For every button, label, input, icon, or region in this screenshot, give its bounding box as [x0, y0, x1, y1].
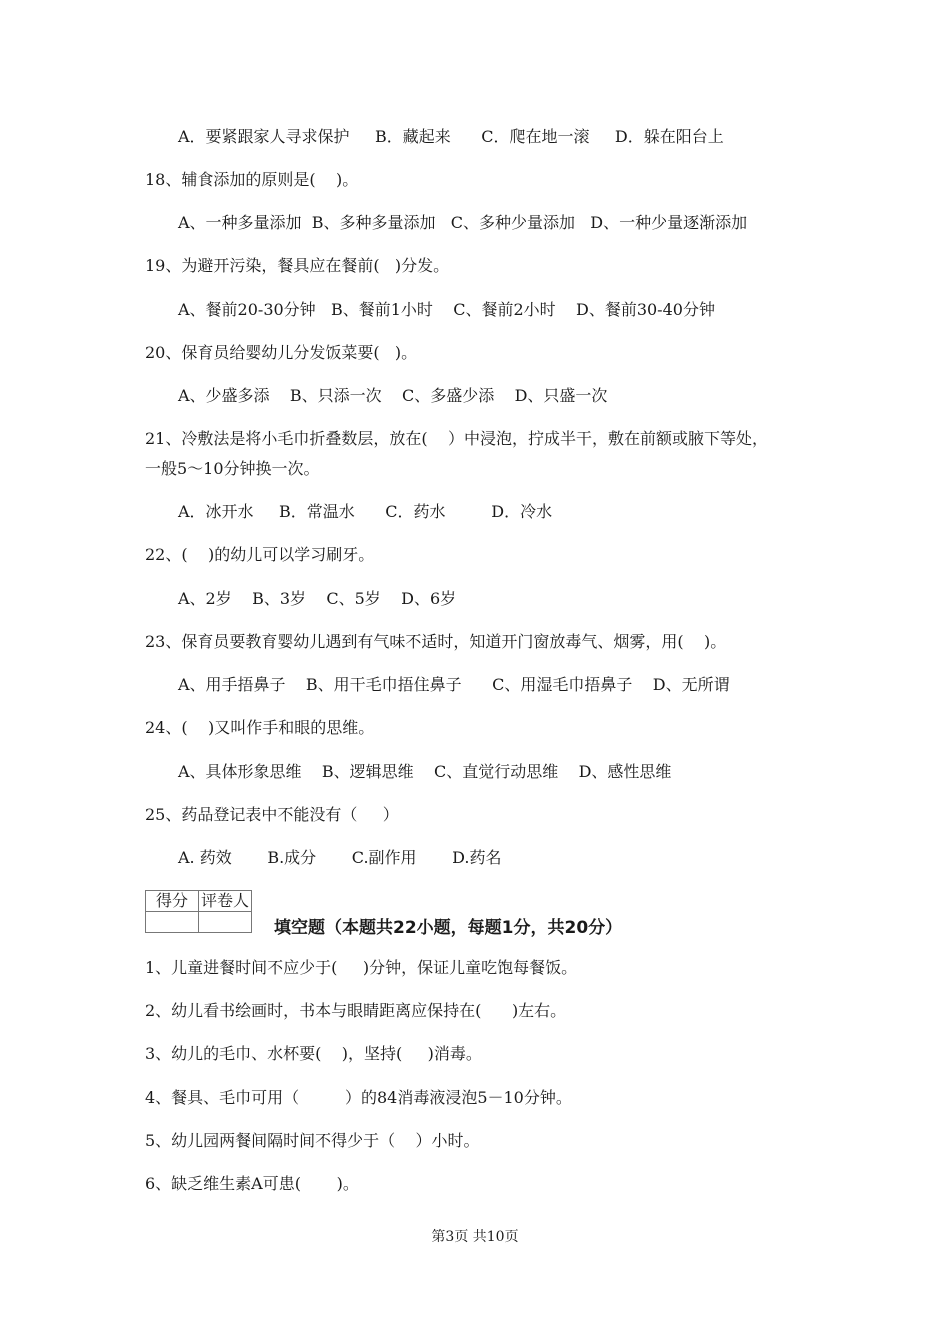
score-cell — [146, 912, 199, 933]
score-table — [145, 890, 252, 933]
fill-q3: 3、幼儿的毛巾、水杯要( )，坚持( )消毒。 — [145, 1044, 482, 1063]
fill-q5: 5、幼儿园两餐间隔时间不得少于（ ）小时。 — [145, 1131, 480, 1150]
q21-options: A．冰开水 B．常温水 C．药水 D．冷水 — [178, 502, 553, 521]
q22-options: A、2岁 B、3岁 C、5岁 D、6岁 — [178, 589, 457, 608]
q19-options: A、餐前20-30分钟 B、餐前1小时 C、餐前2小时 D、餐前30-40分钟 — [178, 300, 715, 319]
q25-options: A. 药效 B.成分 C.副作用 D.药名 — [178, 848, 502, 867]
score-label: 得分 — [146, 891, 199, 912]
q17-options: A．要紧跟家人寻求保护 B．藏起来 C．爬在地一滚 D．躲在阳台上 — [178, 127, 724, 146]
q21-text-cont: 一般5～10分钟换一次。 — [145, 459, 320, 478]
grader-label: 评卷人 — [199, 891, 252, 912]
q20-text: 20、保育员给婴幼儿分发饭菜要( )。 — [145, 343, 418, 362]
q25-text: 25、药品登记表中不能没有（ ） — [145, 805, 399, 824]
fill-q2: 2、幼儿看书绘画时，书本与眼睛距离应保持在( )左右。 — [145, 1001, 567, 1020]
q23-text: 23、保育员要教育婴幼儿遇到有气味不适时，知道开门窗放毒气、烟雾，用( )。 — [145, 632, 727, 651]
q18-text: 18、辅食添加的原则是( )。 — [145, 170, 359, 189]
q23-options: A、用手捂鼻子 B、用干毛巾捂住鼻子 C、用湿毛巾捂鼻子 D、无所谓 — [178, 675, 730, 694]
fill-q4: 4、餐具、毛巾可用（ ）的84消毒液浸泡5－10分钟。 — [145, 1088, 572, 1107]
q21-text: 21、冷敷法是将小毛巾折叠数层，放在( ）中浸泡，拧成半干，敷在前额或腋下等处， — [145, 429, 768, 448]
q18-options: A、一种多量添加 B、多种多量添加 C、多种少量添加 D、一种少量逐渐添加 — [178, 213, 748, 232]
section-title: 填空题（本题共22小题，每题1分，共20分） — [274, 918, 623, 938]
page-footer: 第3页 共10页 — [431, 1229, 519, 1245]
q20-options: A、少盛多添 B、只添一次 C、多盛少添 D、只盛一次 — [178, 386, 608, 405]
q19-text: 19、为避开污染，餐具应在餐前( )分发。 — [145, 256, 450, 275]
fill-q1: 1、儿童进餐时间不应少于( )分钟，保证儿童吃饱每餐饭。 — [145, 958, 578, 977]
q22-text: 22、( )的幼儿可以学习刷牙。 — [145, 545, 375, 564]
q24-text: 24、( )又叫作手和眼的思维。 — [145, 718, 375, 737]
grader-cell — [199, 912, 252, 933]
q24-options: A、具体形象思维 B、逻辑思维 C、直觉行动思维 D、感性思维 — [178, 762, 672, 781]
fill-q6: 6、缺乏维生素A可患( )。 — [145, 1174, 359, 1193]
